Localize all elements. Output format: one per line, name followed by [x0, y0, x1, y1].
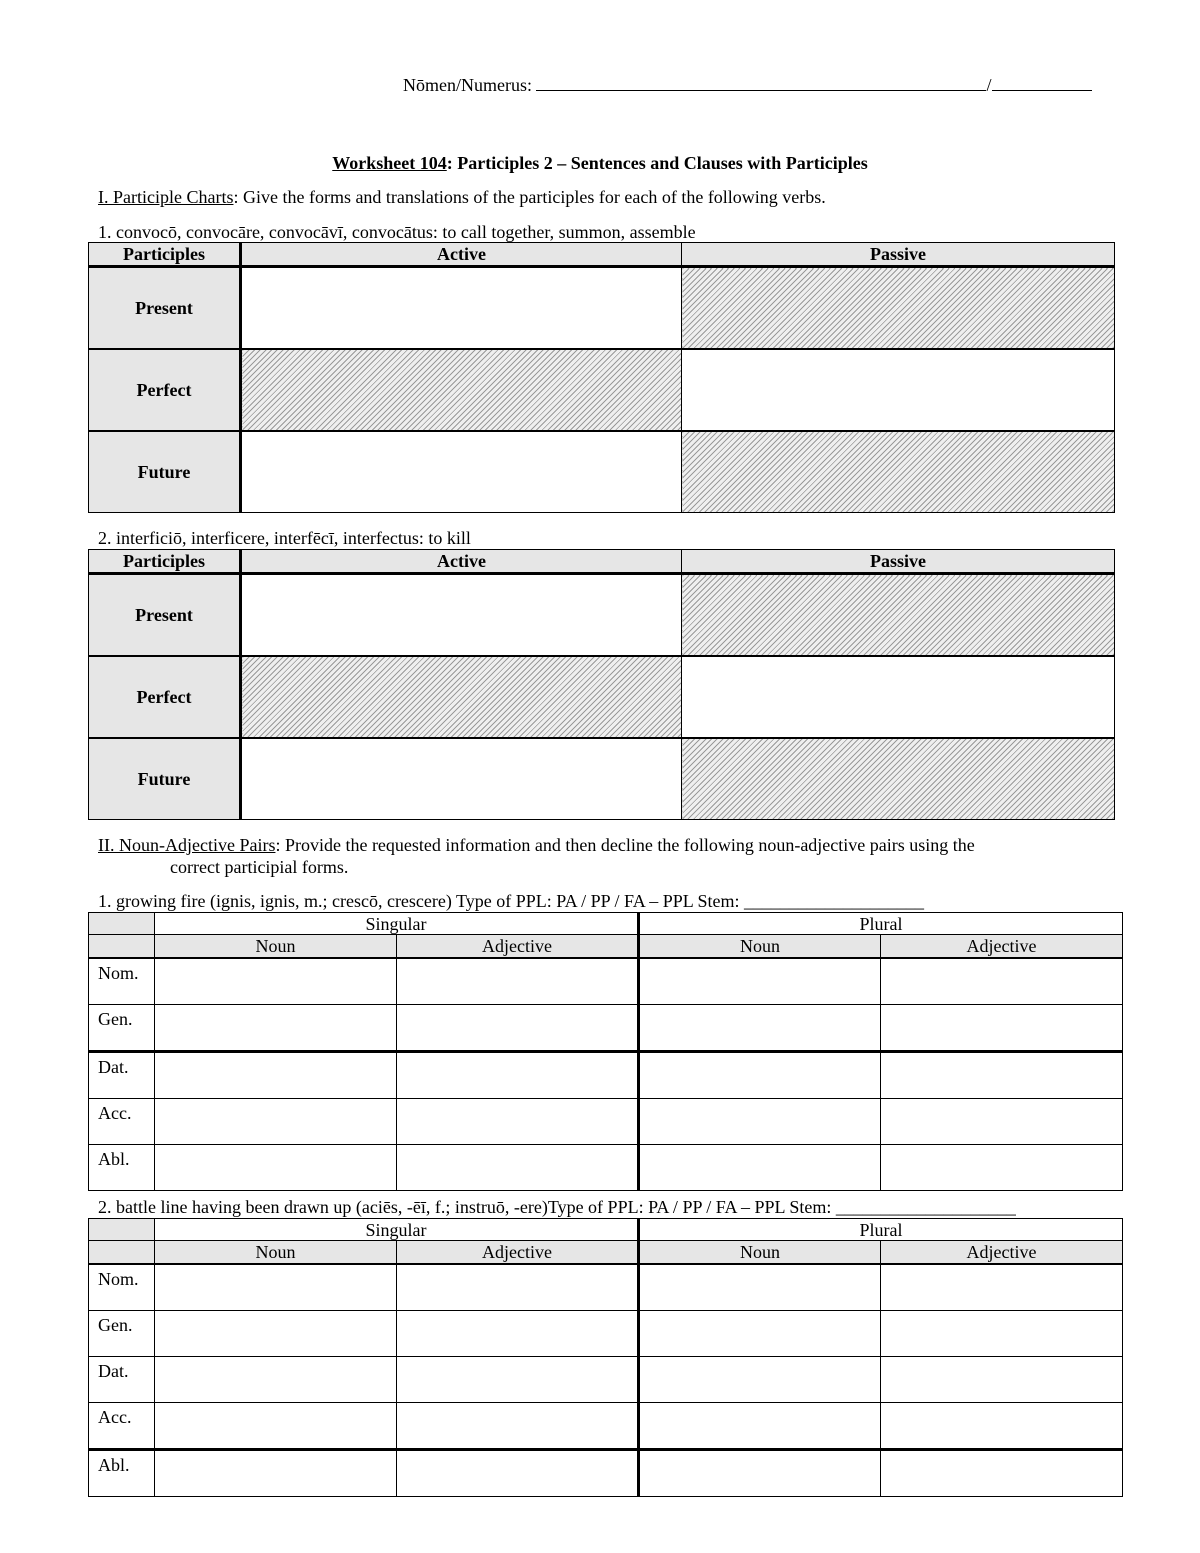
col-header-participles: Participles: [89, 550, 241, 574]
cell-dat-pl-noun[interactable]: [639, 1052, 881, 1099]
pair1-prompt: 1. growing fire (ignis, ignis, m.; crescō, crescere) Type of PPL: PA / PP / FA – PPL Stem: ____________________: [98, 891, 925, 911]
worksheet-number: Worksheet 104: [332, 153, 447, 173]
case-label-gen: Gen.: [89, 1311, 155, 1357]
cell-abl-pl-adj[interactable]: [881, 1450, 1123, 1497]
cell-gen-pl-adj[interactable]: [881, 1311, 1123, 1357]
cell-abl-sg-adj[interactable]: [397, 1145, 639, 1191]
col-header-sg-noun: Noun: [155, 1241, 397, 1265]
name-label: Nōmen/Numerus:: [403, 75, 532, 95]
section1-heading: I. Participle Charts: [98, 187, 234, 207]
corner-cell: [89, 935, 155, 959]
cell-gen-pl-adj[interactable]: [881, 1005, 1123, 1052]
corner-cell: [89, 913, 155, 935]
cell-dat-sg-noun[interactable]: [155, 1357, 397, 1403]
participle-table-2: [88, 549, 1115, 820]
cell-abl-pl-adj[interactable]: [881, 1145, 1123, 1191]
case-label-nom: Nom.: [89, 958, 155, 1005]
row-label-perfect: Perfect: [89, 656, 241, 738]
row-label-future: Future: [89, 738, 241, 820]
case-label-abl: Abl.: [89, 1450, 155, 1497]
col-header-passive: Passive: [682, 550, 1115, 574]
row-label-future: Future: [89, 431, 241, 513]
group-header-singular: Singular: [155, 1219, 639, 1241]
case-label-abl: Abl.: [89, 1145, 155, 1191]
cell-future-passive-shaded: [682, 738, 1115, 820]
cell-gen-sg-noun[interactable]: [155, 1005, 397, 1052]
case-label-dat: Dat.: [89, 1052, 155, 1099]
corner-cell: [89, 1241, 155, 1265]
cell-gen-sg-adj[interactable]: [397, 1311, 639, 1357]
pair2-prompt: 2. battle line having been drawn up (aciēs, -ēī, f.; instruō, -ere)Type of PPL: PA / PP / FA – PPL Stem: ____________________: [98, 1197, 1016, 1217]
group-header-singular: Singular: [155, 913, 639, 935]
col-header-pl-adjective: Adjective: [881, 1241, 1123, 1265]
cell-dat-sg-adj[interactable]: [397, 1357, 639, 1403]
cell-gen-sg-noun[interactable]: [155, 1311, 397, 1357]
cell-present-active[interactable]: [241, 267, 682, 350]
verb2-prompt: 2. interficiō, interficere, interfēcī, interfectus: to kill: [98, 528, 471, 548]
cell-nom-sg-adj[interactable]: [397, 958, 639, 1005]
declension-table-1: [88, 912, 1123, 1191]
cell-present-passive-shaded: [682, 574, 1115, 657]
corner-cell: [89, 1219, 155, 1241]
page-title: [0, 151, 1200, 175]
col-header-sg-adjective: Adjective: [397, 1241, 639, 1265]
cell-nom-sg-adj[interactable]: [397, 1264, 639, 1311]
section1-text: : Give the forms and translations of the participles for each of the following verbs.: [233, 187, 826, 207]
cell-nom-pl-adj[interactable]: [881, 958, 1123, 1005]
cell-abl-sg-noun[interactable]: [155, 1145, 397, 1191]
cell-gen-sg-adj[interactable]: [397, 1005, 639, 1052]
cell-perfect-passive[interactable]: [682, 656, 1115, 738]
cell-future-active[interactable]: [241, 738, 682, 820]
col-header-passive: Passive: [682, 243, 1115, 267]
case-label-gen: Gen.: [89, 1005, 155, 1052]
case-label-acc: Acc.: [89, 1099, 155, 1145]
cell-gen-pl-noun[interactable]: [639, 1311, 881, 1357]
col-header-pl-noun: Noun: [639, 935, 881, 959]
cell-acc-sg-adj[interactable]: [397, 1099, 639, 1145]
cell-dat-pl-adj[interactable]: [881, 1052, 1123, 1099]
cell-acc-sg-noun[interactable]: [155, 1403, 397, 1450]
cell-future-passive-shaded: [682, 431, 1115, 513]
row-label-present: Present: [89, 267, 241, 350]
verb1-prompt: 1. convocō, convocāre, convocāvī, convocātus: to call together, summon, assemble: [98, 222, 696, 242]
cell-gen-pl-noun[interactable]: [639, 1005, 881, 1052]
cell-nom-pl-noun[interactable]: [639, 958, 881, 1005]
section2-instructions: [98, 834, 975, 856]
cell-abl-sg-adj[interactable]: [397, 1450, 639, 1497]
declension-table-2: [88, 1218, 1123, 1497]
cell-acc-pl-adj[interactable]: [881, 1099, 1123, 1145]
group-header-plural: Plural: [639, 1219, 1123, 1241]
col-header-participles: Participles: [89, 243, 241, 267]
cell-dat-sg-adj[interactable]: [397, 1052, 639, 1099]
cell-present-active[interactable]: [241, 574, 682, 657]
row-label-present: Present: [89, 574, 241, 657]
col-header-sg-adjective: Adjective: [397, 935, 639, 959]
section2-heading: II. Noun-Adjective Pairs: [98, 835, 276, 855]
col-header-sg-noun: Noun: [155, 935, 397, 959]
name-blank[interactable]: [536, 72, 986, 91]
section2-text: : Provide the requested information and then decline the following noun-adjective pairs using the: [275, 835, 975, 855]
case-label-nom: Nom.: [89, 1264, 155, 1311]
cell-present-passive-shaded: [682, 267, 1115, 350]
name-number-line: [403, 72, 1092, 97]
case-label-dat: Dat.: [89, 1357, 155, 1403]
worksheet-title: : Participles 2 – Sentences and Clauses with Participles: [446, 153, 868, 173]
participle-table-1: [88, 242, 1115, 513]
cell-dat-sg-noun[interactable]: [155, 1052, 397, 1099]
group-header-plural: Plural: [639, 913, 1123, 935]
cell-acc-sg-noun[interactable]: [155, 1099, 397, 1145]
col-header-active: Active: [241, 550, 682, 574]
cell-nom-pl-noun[interactable]: [639, 1264, 881, 1311]
section2-instructions-cont: correct participial forms.: [170, 857, 349, 877]
cell-nom-sg-noun[interactable]: [155, 1264, 397, 1311]
cell-nom-pl-adj[interactable]: [881, 1264, 1123, 1311]
cell-abl-sg-noun[interactable]: [155, 1450, 397, 1497]
section1-instructions: [98, 186, 826, 208]
cell-abl-pl-noun[interactable]: [639, 1450, 881, 1497]
cell-perfect-active-shaded: [241, 349, 682, 431]
separator: /: [986, 75, 992, 95]
col-header-pl-adjective: Adjective: [881, 935, 1123, 959]
cell-dat-pl-adj[interactable]: [881, 1357, 1123, 1403]
cell-nom-sg-noun[interactable]: [155, 958, 397, 1005]
cell-acc-pl-adj[interactable]: [881, 1403, 1123, 1450]
number-blank[interactable]: [992, 72, 1092, 91]
col-header-pl-noun: Noun: [639, 1241, 881, 1265]
cell-perfect-active-shaded: [241, 656, 682, 738]
cell-dat-pl-noun[interactable]: [639, 1357, 881, 1403]
cell-future-active[interactable]: [241, 431, 682, 513]
cell-acc-pl-noun[interactable]: [639, 1403, 881, 1450]
row-label-perfect: Perfect: [89, 349, 241, 431]
case-label-acc: Acc.: [89, 1403, 155, 1450]
cell-acc-sg-adj[interactable]: [397, 1403, 639, 1450]
cell-perfect-passive[interactable]: [682, 349, 1115, 431]
cell-abl-pl-noun[interactable]: [639, 1145, 881, 1191]
col-header-active: Active: [241, 243, 682, 267]
cell-acc-pl-noun[interactable]: [639, 1099, 881, 1145]
